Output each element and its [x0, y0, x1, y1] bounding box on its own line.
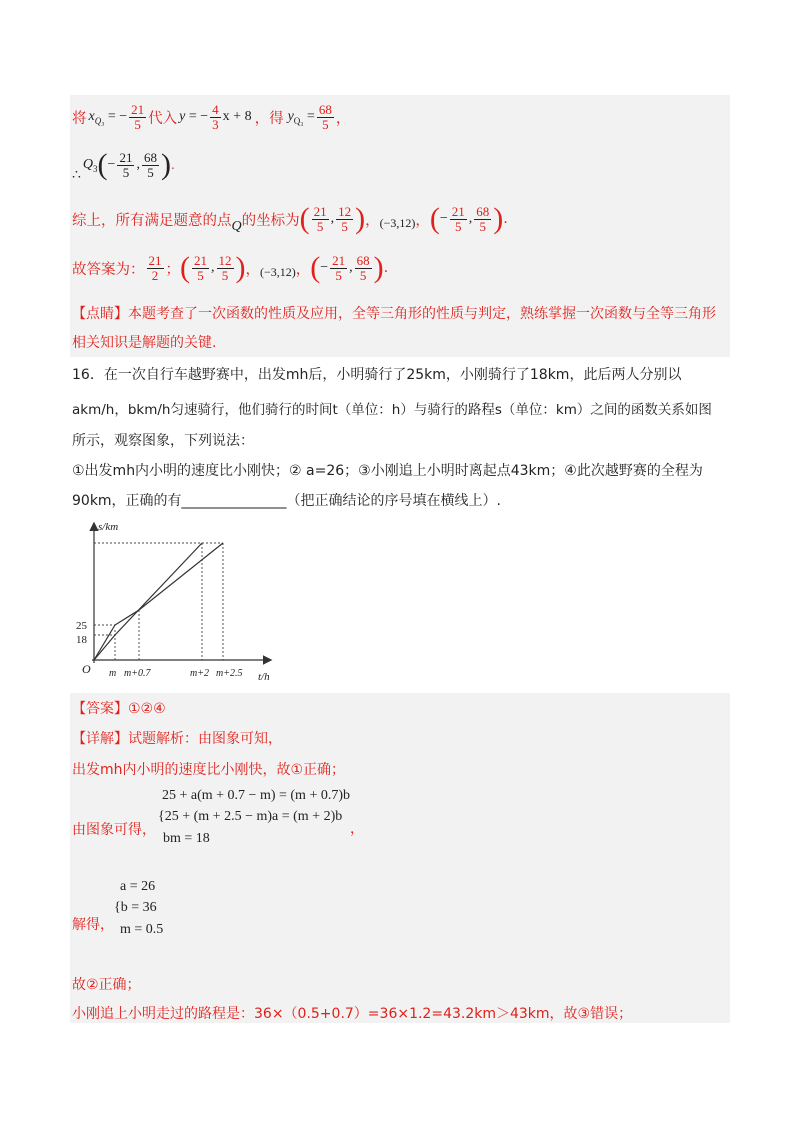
ans-p1-y: $\frac{12}{5}$ [218, 252, 232, 283]
line-end-comma: ， [335, 110, 351, 127]
key-point-line-2: 相关知识是解题的关键. [72, 335, 217, 351]
p1-y-fraction: $\frac{12}{5}$ [338, 203, 352, 234]
ans-point-2: (−3,12) [260, 264, 296, 279]
equation-1: 25 + a(m + 0.7 − m) = (m + 0.7)b [162, 788, 351, 803]
x-tick-m: m [109, 668, 117, 679]
ans-p3-x: $\frac{21}{5}$ [332, 252, 346, 283]
fraction-4-3: $\frac{4}{3}$ [212, 101, 219, 132]
conclusion-2: 故②正确； [72, 977, 141, 993]
y-tick-25: 25 [76, 620, 87, 632]
y-symbol: y [179, 109, 186, 124]
equation-3: bm = 18 [163, 831, 210, 846]
fraction-21-5: $\frac{21}{5}$ [131, 101, 145, 132]
x-axis-label: t/h [258, 671, 270, 683]
q3-point-line: ∴ $Q_3$ ( − $\frac{21}{5}$ , $\frac{68}{5}$ ) . [72, 148, 175, 183]
answer-label: 故答案为： [72, 261, 145, 278]
summary-line: 综上，所有满足题意的点 Q 的坐标为 ( $\frac{21}{5}$ , $\frac{12}{5}$ ) ， (−3,12) ， ( − $\frac{21}{5}$ , $\frac{68}{5}$ ) . [72, 202, 508, 235]
substitution-line: 将 $x_{Q_3}$ = − $\frac{21}{5}$ 代入 y = − $\frac{4}{3}$ x + 8 ，得 $y_{Q_3}$ = $\frac{68}{5}$ ， [72, 101, 351, 132]
x-symbol: x [88, 108, 95, 124]
solution-m: m = 0.5 [120, 922, 164, 937]
final-answer-line: 故答案为： $\frac{21}{2}$ ； ( $\frac{21}{5}$ , $\frac{12}{5}$ ) ， (−3,12) ， ( − $\frac{21}{5}$ , $\frac{68}{5}$ ) . [72, 251, 389, 284]
equation-2: {25 + (m + 2.5 − m)a = (m + 2)b [158, 809, 343, 824]
eq-tail: x + 8 [222, 109, 252, 124]
x-tick-m07: m+0.7 [124, 668, 151, 679]
ans-p3-y: $\frac{68}{5}$ [356, 252, 370, 283]
y-axis-label: s/km [98, 521, 119, 533]
point-q-symbol: Q [231, 219, 242, 234]
substitute-after: ，得 [254, 110, 284, 127]
solution-b: {b = 36 [114, 900, 157, 915]
from-graph-label: 由图象可得， [72, 822, 156, 838]
q3-y-fraction: $\frac{68}{5}$ [143, 149, 157, 180]
p3-x-fraction: $\frac{21}{5}$ [451, 203, 465, 234]
x-tick-m25: m+2.5 [216, 668, 243, 679]
question-line-2: akm/h，bkm/h匀速骑行，他们骑行的时间t（单位：h）与骑行的路程s（单位：km）之间的函数关系如图 [72, 402, 712, 418]
substitute-prefix: 将 [72, 110, 87, 127]
answer-fraction-21-2: $\frac{21}{2}$ [148, 252, 162, 283]
q-subscript: 3 [93, 163, 98, 174]
question-line-4: ①出发mh内小明的速度比小刚快；② a=26；③小刚追上小明时离起点43km；④此次越野赛的全程为 [72, 463, 703, 479]
solve-label: 解得， [72, 917, 114, 933]
answer-line: 【答案】①②④ [72, 701, 166, 717]
summary-text: 综上，所有满足题意的点 [72, 212, 232, 229]
key-point-line-1: 【点睛】本题考查了一次函数的性质及应用，全等三角形的性质与判定，熟练掌握一次函数与全等三角形 [72, 306, 716, 322]
substitute-mid: 代入 [148, 110, 178, 127]
origin-label: O [82, 662, 91, 676]
therefore-symbol: ∴ [72, 167, 81, 183]
y-subscript: Q₃ [293, 115, 304, 126]
y-symbol-2: y [287, 108, 294, 124]
conclusion-3: 小刚追上小明走过的路程是：36×（0.5+0.7）=36×1.2=43.2km＞43km，故③错误； [72, 1006, 633, 1022]
x-tick-m2: m+2 [190, 668, 209, 679]
x-subscript: Q₃ [94, 115, 105, 126]
y-tick-18: 18 [76, 634, 87, 646]
solution-a: a = 26 [120, 879, 156, 894]
question-line-5: 90km，正确的有_______________（把正确结论的序号填在横线上）. [72, 493, 502, 509]
question-line-3: 所示，观察图象，下列说法： [72, 433, 254, 449]
q3-x-fraction: $\frac{21}{5}$ [119, 149, 133, 180]
summary-suffix: 的坐标为 [241, 212, 300, 229]
question-line-1: 16．在一次自行车越野赛中，出发mh后，小明骑行了25km，小刚骑行了18km，此后两人分别以 [72, 367, 682, 383]
xiaoming-line [94, 543, 223, 660]
equation-comma: ， [350, 822, 364, 837]
xiaogang-line [94, 543, 202, 660]
distance-time-graph [72, 518, 282, 688]
detail-line: 【详解】试题解析：由图象可知， [72, 731, 282, 747]
fraction-68-5: $\frac{68}{5}$ [318, 101, 332, 132]
speed-comparison-line: 出发mh内小明的速度比小刚快，故①正确； [72, 762, 346, 778]
ans-p1-x: $\frac{21}{5}$ [194, 252, 207, 283]
p3-y-fraction: $\frac{68}{5}$ [476, 203, 490, 234]
point-2: (−3,12) [379, 215, 416, 230]
q-symbol: Q [82, 156, 94, 172]
p1-x-fraction: $\frac{21}{5}$ [313, 203, 327, 234]
